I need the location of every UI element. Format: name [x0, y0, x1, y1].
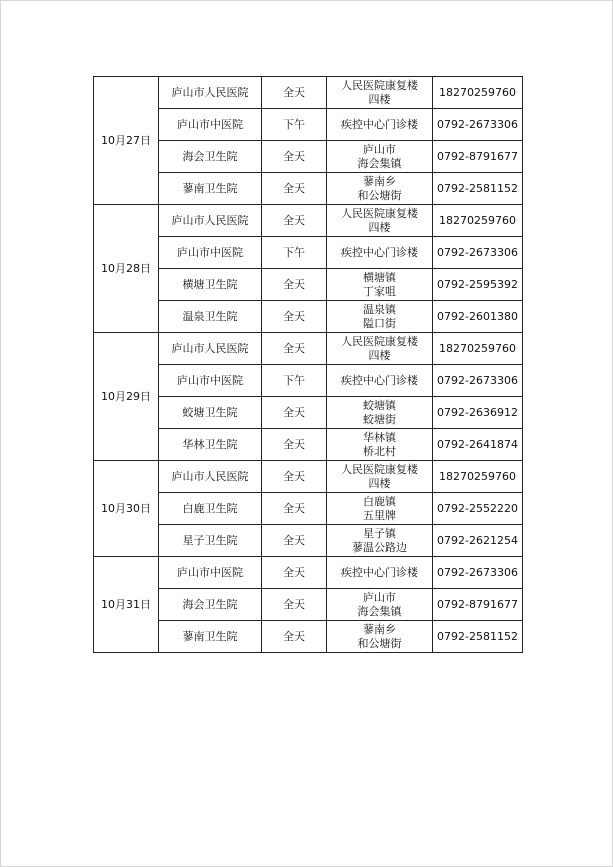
hospital-cell: 温泉卫生院 [159, 301, 262, 333]
phone-cell: 0792-2641874 [433, 429, 523, 461]
table-row [94, 461, 523, 493]
location-line: 和公塘街 [357, 636, 402, 650]
phone-cell: 0792-2552220 [433, 493, 523, 525]
hospital-cell: 庐山市中医院 [159, 365, 262, 397]
location-line: 人民医院康复楼 [341, 462, 418, 476]
hospital-cell: 蛟塘卫生院 [159, 397, 262, 429]
location-cell [327, 557, 433, 589]
time-cell: 全天 [262, 173, 327, 205]
location-line: 蛟塘镇 [363, 398, 396, 412]
location-cell [327, 365, 433, 397]
location-line: 海会集镇 [357, 156, 402, 170]
table-row [94, 557, 523, 589]
table-row [94, 77, 523, 109]
hospital-cell: 蓼南卫生院 [159, 173, 262, 205]
time-cell: 全天 [262, 493, 327, 525]
hospital-cell: 横塘卫生院 [159, 269, 262, 301]
hospital-cell: 华林卫生院 [159, 429, 262, 461]
time-cell: 全天 [262, 589, 327, 621]
time-cell: 下午 [262, 237, 327, 269]
location-cell [327, 269, 433, 301]
location-line: 海会集镇 [357, 604, 402, 618]
phone-cell: 18270259760 [433, 77, 523, 109]
table-row [94, 173, 523, 205]
location-line: 五里牌 [363, 508, 396, 522]
table-row [94, 525, 523, 557]
table-row [94, 493, 523, 525]
date-cell: 10月29日 [94, 333, 159, 461]
location-line: 疾控中心门诊楼 [341, 245, 418, 259]
hospital-cell: 庐山市人民医院 [159, 77, 262, 109]
time-cell: 全天 [262, 557, 327, 589]
phone-cell: 0792-2621254 [433, 525, 523, 557]
location-line: 四楼 [368, 476, 391, 490]
location-line: 蓼温公路边 [352, 540, 407, 554]
date-cell: 10月30日 [94, 461, 159, 557]
phone-cell: 0792-2595392 [433, 269, 523, 301]
phone-cell: 0792-2636912 [433, 397, 523, 429]
location-cell [327, 429, 433, 461]
location-line: 星子镇 [363, 526, 396, 540]
hospital-cell: 庐山市人民医院 [159, 205, 262, 237]
hospital-cell: 庐山市中医院 [159, 109, 262, 141]
location-line: 疾控中心门诊楼 [341, 373, 418, 387]
location-line: 隘口街 [363, 316, 396, 330]
schedule-body [94, 77, 523, 653]
location-cell [327, 589, 433, 621]
location-line: 四楼 [368, 220, 391, 234]
table-row [94, 621, 523, 653]
table-row [94, 333, 523, 365]
time-cell: 全天 [262, 525, 327, 557]
phone-cell: 0792-2673306 [433, 109, 523, 141]
time-cell: 全天 [262, 205, 327, 237]
location-line: 蛟塘街 [363, 412, 396, 426]
location-line: 人民医院康复楼 [341, 334, 418, 348]
location-line: 疾控中心门诊楼 [341, 565, 418, 579]
location-cell [327, 301, 433, 333]
location-line: 丁家咀 [363, 284, 396, 298]
location-line: 人民医院康复楼 [341, 206, 418, 220]
phone-cell: 0792-2581152 [433, 621, 523, 653]
location-line: 白鹿镇 [363, 494, 396, 508]
table-row [94, 109, 523, 141]
time-cell: 全天 [262, 333, 327, 365]
date-cell: 10月31日 [94, 557, 159, 653]
table-row [94, 429, 523, 461]
hospital-cell: 星子卫生院 [159, 525, 262, 557]
time-cell: 全天 [262, 77, 327, 109]
phone-cell: 0792-2673306 [433, 237, 523, 269]
location-cell [327, 205, 433, 237]
location-line: 温泉镇 [363, 302, 396, 316]
table-row [94, 237, 523, 269]
date-cell: 10月28日 [94, 205, 159, 333]
location-line: 四楼 [368, 348, 391, 362]
phone-cell: 18270259760 [433, 461, 523, 493]
hospital-cell: 白鹿卫生院 [159, 493, 262, 525]
table-row [94, 589, 523, 621]
location-cell [327, 109, 433, 141]
time-cell: 全天 [262, 301, 327, 333]
table-row [94, 301, 523, 333]
phone-cell: 0792-2601380 [433, 301, 523, 333]
phone-cell: 0792-8791677 [433, 141, 523, 173]
phone-cell: 0792-2673306 [433, 365, 523, 397]
time-cell: 下午 [262, 365, 327, 397]
location-cell [327, 525, 433, 557]
location-line: 横塘镇 [363, 270, 396, 284]
location-line: 和公塘街 [357, 188, 402, 202]
table-row [94, 269, 523, 301]
hospital-cell: 海会卫生院 [159, 589, 262, 621]
location-cell [327, 141, 433, 173]
location-line: 蓼南乡 [363, 174, 396, 188]
time-cell: 全天 [262, 141, 327, 173]
phone-cell: 0792-8791677 [433, 589, 523, 621]
location-line: 四楼 [368, 92, 391, 106]
location-line: 庐山市 [363, 142, 396, 156]
location-cell [327, 621, 433, 653]
table-row [94, 365, 523, 397]
phone-cell: 0792-2581152 [433, 173, 523, 205]
hospital-cell: 庐山市中医院 [159, 557, 262, 589]
location-line: 华林镇 [363, 430, 396, 444]
location-line: 蓼南乡 [363, 622, 396, 636]
hospital-cell: 海会卫生院 [159, 141, 262, 173]
location-cell [327, 173, 433, 205]
location-line: 疾控中心门诊楼 [341, 117, 418, 131]
time-cell: 下午 [262, 109, 327, 141]
time-cell: 全天 [262, 269, 327, 301]
location-cell [327, 333, 433, 365]
date-cell: 10月27日 [94, 77, 159, 205]
time-cell: 全天 [262, 621, 327, 653]
time-cell: 全天 [262, 429, 327, 461]
table-row [94, 397, 523, 429]
location-line: 庐山市 [363, 590, 396, 604]
hospital-cell: 庐山市人民医院 [159, 333, 262, 365]
location-cell [327, 397, 433, 429]
location-cell [327, 237, 433, 269]
location-cell [327, 461, 433, 493]
hospital-cell: 庐山市中医院 [159, 237, 262, 269]
location-cell [327, 77, 433, 109]
hospital-cell: 蓼南卫生院 [159, 621, 262, 653]
location-cell [327, 493, 433, 525]
schedule-table [93, 76, 523, 653]
time-cell: 全天 [262, 397, 327, 429]
time-cell: 全天 [262, 461, 327, 493]
table-row [94, 141, 523, 173]
table-row [94, 205, 523, 237]
phone-cell: 18270259760 [433, 205, 523, 237]
hospital-cell: 庐山市人民医院 [159, 461, 262, 493]
location-line: 人民医院康复楼 [341, 78, 418, 92]
location-line: 桥北村 [363, 444, 396, 458]
phone-cell: 0792-2673306 [433, 557, 523, 589]
phone-cell: 18270259760 [433, 333, 523, 365]
